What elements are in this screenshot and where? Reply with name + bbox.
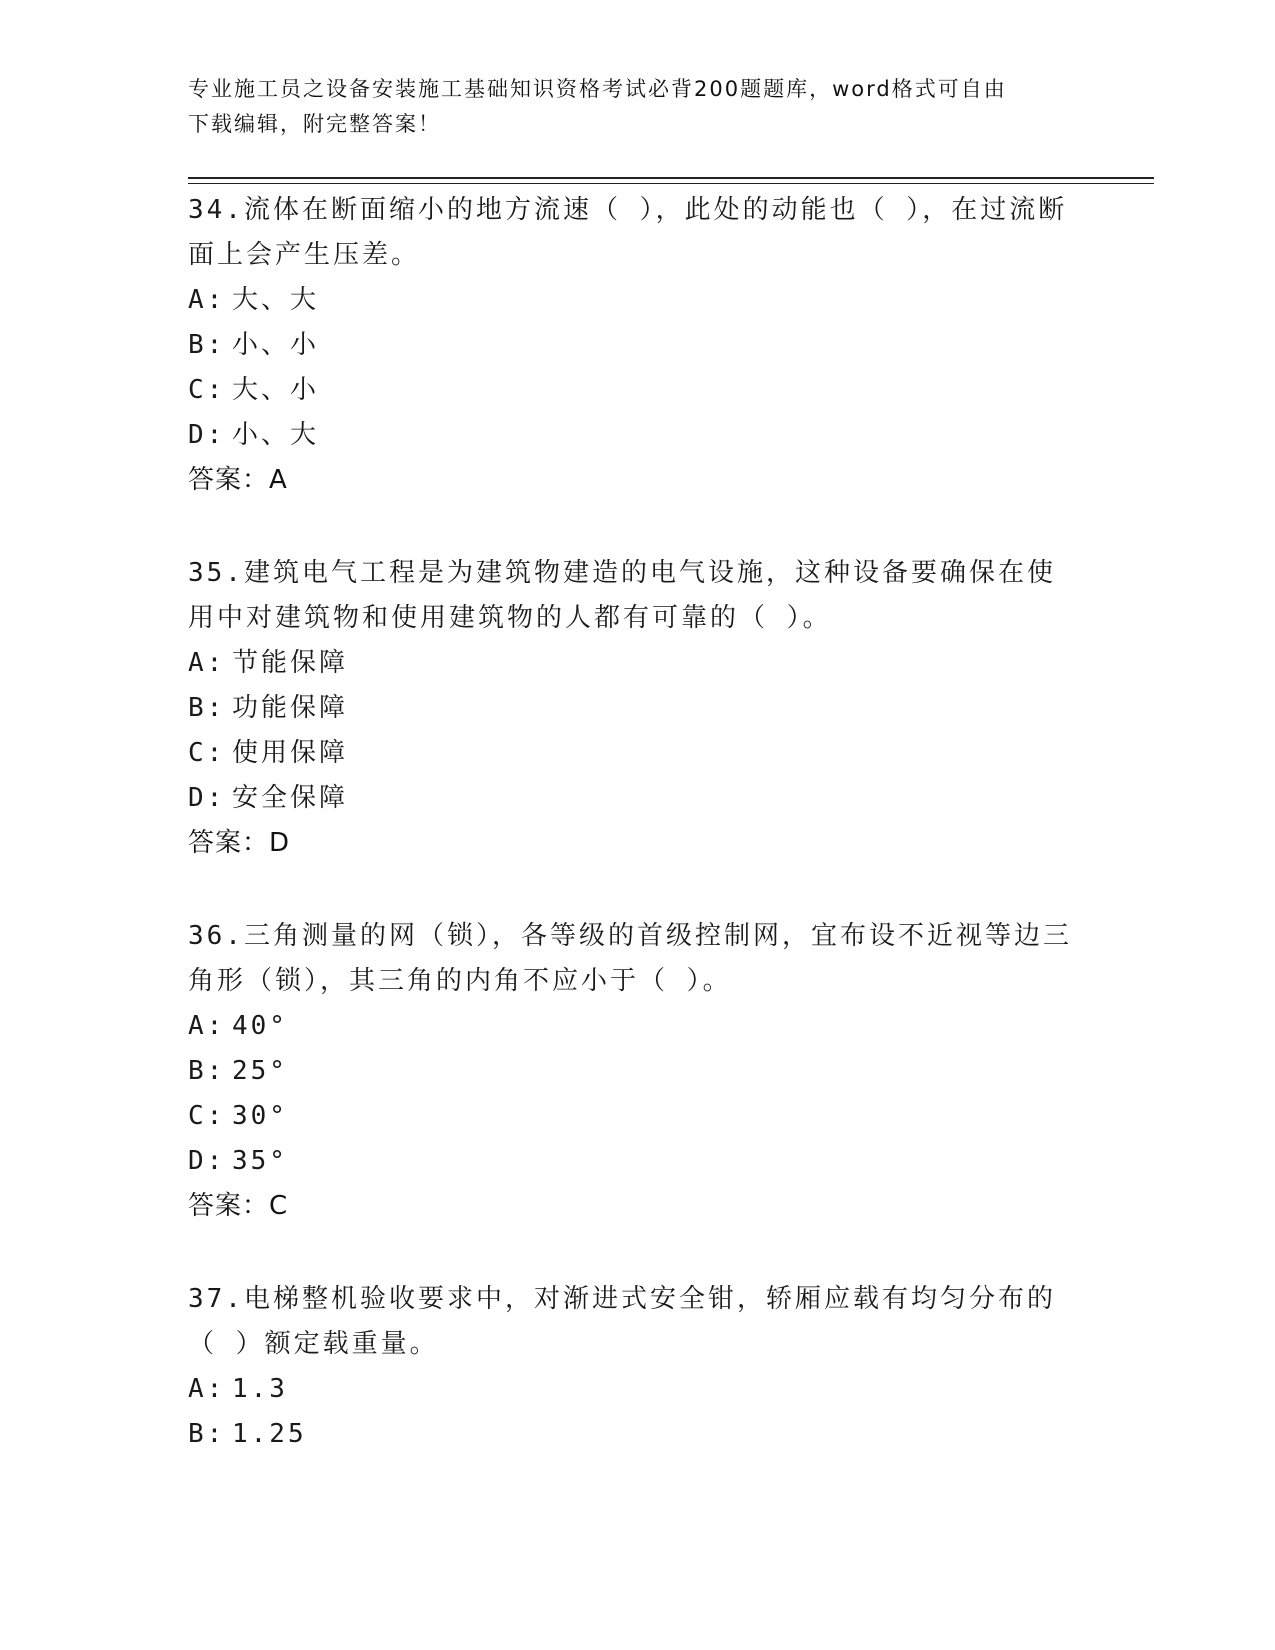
option-text: 大、大 (232, 285, 320, 315)
option-d (188, 413, 1088, 458)
option-c (188, 1094, 1088, 1139)
option-key: C: (188, 738, 226, 768)
question-number: 36. (188, 921, 244, 951)
answer-line: 答案：C (188, 1191, 289, 1221)
question-number: 35. (188, 558, 244, 588)
option-a (188, 278, 1088, 323)
option-text: 功能保障 (232, 693, 349, 723)
question-37 (188, 1277, 1088, 1457)
option-key: B: (188, 1419, 226, 1449)
option-b (188, 686, 1088, 731)
option-text: 35° (232, 1146, 288, 1176)
question-text: 建筑电气工程是为建筑物建造的电气设施，这种设备要确保在使用中对建筑物和使用建筑物的人都有可靠的（ ）。 (188, 558, 1056, 633)
option-text: 小、小 (232, 330, 320, 360)
question-number: 37. (188, 1284, 244, 1314)
answer-line: 答案：A (188, 465, 288, 495)
question-text: 三角测量的网（锁），各等级的首级控制网，宜布设不近视等边三角形（锁），其三角的内角不应小于（ ）。 (188, 921, 1072, 996)
option-b (188, 323, 1088, 368)
option-c (188, 731, 1088, 776)
option-a (188, 1367, 1088, 1412)
option-key: D: (188, 420, 226, 450)
option-d (188, 1139, 1088, 1184)
option-d (188, 776, 1088, 821)
option-text: 大、小 (232, 375, 320, 405)
question-36 (188, 914, 1088, 1229)
option-a (188, 641, 1088, 686)
question-stem (188, 914, 1078, 1004)
option-a (188, 1004, 1088, 1049)
question-text: 流体在断面缩小的地方流速（ ），此处的动能也（ ），在过流断面上会产生压差。 (188, 195, 1068, 270)
option-key: C: (188, 1101, 226, 1131)
answer-line: 答案：D (188, 828, 291, 858)
option-key: B: (188, 330, 226, 360)
option-text: 节能保障 (232, 648, 349, 678)
option-text: 安全保障 (232, 783, 349, 813)
option-key: A: (188, 648, 226, 678)
option-c (188, 368, 1088, 413)
option-b (188, 1049, 1088, 1094)
option-text: 25° (232, 1056, 288, 1086)
option-text: 40° (232, 1011, 288, 1041)
option-key: A: (188, 1011, 226, 1041)
header-line-2: 下载编辑，附完整答案！ (188, 112, 441, 136)
header-divider-thin (188, 183, 1154, 184)
question-stem (188, 1277, 1078, 1367)
option-b (188, 1412, 1088, 1457)
question-text: 电梯整机验收要求中，对渐进式安全钳，轿厢应载有均匀分布的（ ）额定载重量。 (188, 1284, 1056, 1359)
header-line-1: 专业施工员之设备安装施工基础知识资格考试必背200题题库，word格式可自由 (188, 77, 1007, 101)
option-key: A: (188, 285, 226, 315)
question-35 (188, 551, 1088, 866)
question-stem (188, 551, 1078, 641)
option-text: 小、大 (232, 420, 320, 450)
question-34 (188, 188, 1088, 503)
option-key: B: (188, 693, 226, 723)
option-key: D: (188, 783, 226, 813)
document-header (188, 72, 1068, 142)
question-number: 34. (188, 195, 244, 225)
option-key: B: (188, 1056, 226, 1086)
option-text: 1.25 (232, 1419, 307, 1449)
option-key: A: (188, 1374, 226, 1404)
option-key: D: (188, 1146, 226, 1176)
question-stem (188, 188, 1078, 278)
option-key: C: (188, 375, 226, 405)
option-text: 1.3 (232, 1374, 288, 1404)
option-text: 使用保障 (232, 738, 349, 768)
option-text: 30° (232, 1101, 288, 1131)
header-divider-thick (188, 177, 1154, 179)
question-list (188, 188, 1088, 1505)
